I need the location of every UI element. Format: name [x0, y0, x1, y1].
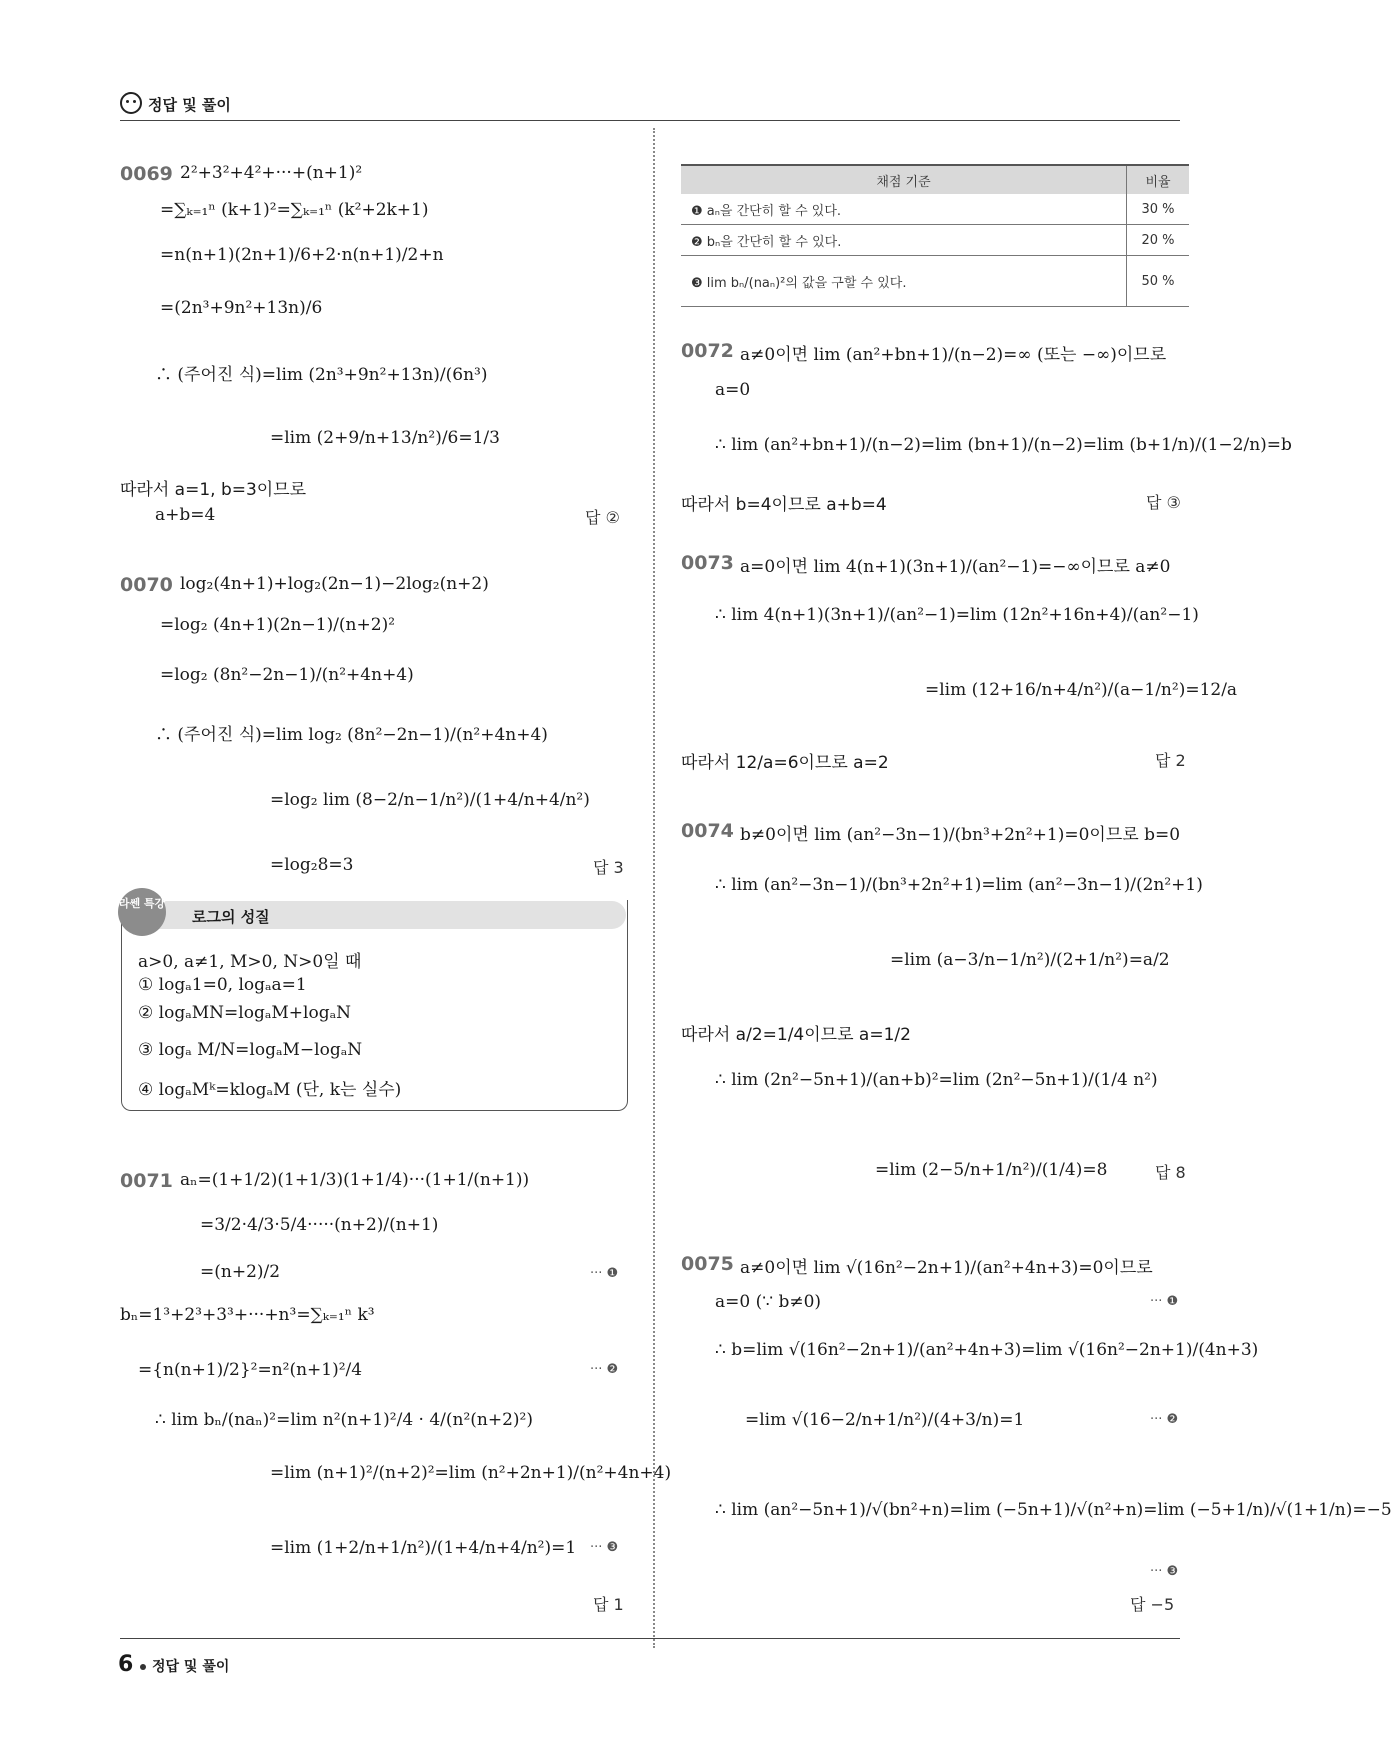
table-cell: ❸ lim bₙ/(naₙ)²의 값을 구할 수 있다. [681, 256, 1127, 307]
table-cell: 50 % [1127, 256, 1190, 307]
tip-line: ② logₐMN=logₐM+logₐN [138, 1003, 352, 1023]
step-marker: ··· ❸ [1150, 1564, 1179, 1579]
table-cell: ❷ bₙ을 간단히 할 수 있다. [681, 225, 1127, 256]
solution-line: =lim (a−3/n−1/n²)/(2+1/n²)=a/2 [890, 950, 1170, 970]
answer-label: 답 3 [593, 858, 624, 877]
problem-number: 0071 [120, 1170, 173, 1192]
header-rule [120, 120, 1180, 121]
table-cell: ❶ aₙ을 간단히 할 수 있다. [681, 194, 1127, 225]
step-marker: ··· ❶ [1150, 1294, 1179, 1309]
answer-label: 답 2 [1155, 751, 1186, 770]
solution-line: =3/2·4/3·5/4·····(n+2)/(n+1) [200, 1215, 439, 1235]
problem-number: 0072 [681, 340, 734, 362]
solution-line: =lim (2+9/n+13/n²)/6=1/3 [270, 428, 500, 448]
problem-number: 0075 [681, 1253, 734, 1275]
tip-line: ④ logₐMᵏ=klogₐM (단, k는 실수) [138, 1080, 402, 1100]
solution-line: a+b=4 [155, 505, 216, 525]
footer-rule [120, 1638, 1180, 1639]
footer-page-number: 6 [118, 1652, 134, 1677]
header-logo-icon [120, 92, 142, 114]
solution-line: =lim (1+2/n+1/n²)/(1+4/n+4/n²)=1 [270, 1538, 577, 1558]
solution-line: =(n+2)/2 [200, 1262, 281, 1282]
solution-line: a=0 (∵ b≠0) [715, 1292, 822, 1312]
step-marker: ··· ❷ [590, 1362, 619, 1377]
solution-line: =log₂ (8n²−2n−1)/(n²+4n+4) [160, 665, 414, 685]
grading-criteria-table [681, 164, 1189, 307]
solution-line: 따라서 12/a=6이므로 a=2 [681, 753, 889, 773]
solution-line: ∴ lim (2n²−5n+1)/(an+b)²=lim (2n²−5n+1)/(1/4 n²) [715, 1070, 1158, 1090]
tip-line: ① logₐ1=0, logₐa=1 [138, 975, 307, 995]
answer-label: 답 ② [585, 508, 620, 527]
tip-line: ③ logₐ M/N=logₐM−logₐN [138, 1040, 363, 1060]
solution-line: =n(n+1)(2n+1)/6+2·n(n+1)/2+n [160, 245, 444, 265]
solution-line: =log₂ (4n+1)(2n−1)/(n+2)² [160, 615, 396, 635]
solution-line: =log₂8=3 [270, 855, 354, 875]
footer-dot-icon [140, 1664, 146, 1670]
solution-line: ={n(n+1)/2}²=n²(n+1)²/4 [138, 1360, 363, 1380]
header-title: 정답 및 풀이 [148, 96, 231, 114]
solution-line: a≠0이면 lim (an²+bn+1)/(n−2)=∞ (또는 −∞)이므로 [740, 345, 1167, 365]
footer-label: 정답 및 풀이 [152, 1659, 230, 1675]
table-header-desc: 채점 기준 [681, 165, 1127, 194]
solution-line: log₂(4n+1)+log₂(2n−1)−2log₂(n+2) [180, 574, 489, 594]
tip-title: 로그의 성질 [192, 908, 270, 926]
tip-badge: 라쎈 특강 [118, 888, 166, 936]
solution-line: ∴ lim (an²+bn+1)/(n−2)=lim (bn+1)/(n−2)=lim (b+1/n)/(1−2/n)=b [715, 435, 1292, 455]
tip-line: a>0, a≠1, M>0, N>0일 때 [138, 952, 362, 972]
solution-line: b≠0이면 lim (an²−3n−1)/(bn³+2n²+1)=0이므로 b=0 [740, 825, 1181, 845]
solution-line: 따라서 a/2=1/4이므로 a=1/2 [681, 1025, 911, 1045]
solution-line: ∴ lim 4(n+1)(3n+1)/(an²−1)=lim (12n²+16n+4)/(an²−1) [715, 605, 1199, 625]
solution-line: =log₂ lim (8−2/n−1/n²)/(1+4/n+4/n²) [270, 790, 590, 810]
solution-line: ∴ (주어진 식)=lim log₂ (8n²−2n−1)/(n²+4n+4) [155, 725, 548, 745]
answer-label: 답 −5 [1130, 1595, 1175, 1614]
step-marker: ··· ❷ [1150, 1412, 1179, 1427]
solution-line: aₙ=(1+1/2)(1+1/3)(1+1/4)···(1+1/(n+1)) [180, 1170, 530, 1190]
table-row [681, 225, 1189, 256]
problem-number: 0074 [681, 820, 734, 842]
problem-number: 0073 [681, 552, 734, 574]
answer-label: 답 1 [593, 1595, 624, 1614]
solution-line: bₙ=1³+2³+3³+···+n³=∑ₖ₌₁ⁿ k³ [120, 1305, 375, 1325]
solution-line: =∑ₖ₌₁ⁿ (k+1)²=∑ₖ₌₁ⁿ (k²+2k+1) [160, 200, 429, 220]
step-marker: ··· ❶ [590, 1266, 619, 1281]
solution-line: =(2n³+9n²+13n)/6 [160, 298, 323, 318]
table-cell: 20 % [1127, 225, 1190, 256]
answer-label: 답 8 [1155, 1163, 1186, 1182]
solution-line: ∴ lim bₙ/(naₙ)²=lim n²(n+1)²/4 · 4/(n²(n+2)²) [155, 1410, 534, 1430]
solution-line: 따라서 b=4이므로 a+b=4 [681, 495, 887, 515]
solution-line: ∴ b=lim √(16n²−2n+1)/(an²+4n+3)=lim √(16n²−2n+1)/(4n+3) [715, 1340, 1259, 1360]
solution-line: 따라서 a=1, b=3이므로 [120, 480, 307, 500]
table-row [681, 194, 1189, 225]
solution-line: 2²+3²+4²+···+(n+1)² [180, 163, 363, 183]
problem-number: 0069 [120, 163, 173, 185]
table-row [681, 256, 1189, 307]
solution-line: a=0 [715, 380, 751, 400]
problem-number: 0070 [120, 574, 173, 596]
solution-line: ∴ (주어진 식)=lim (2n³+9n²+13n)/(6n³) [155, 365, 488, 385]
solution-line: a≠0이면 lim √(16n²−2n+1)/(an²+4n+3)=0이므로 [740, 1258, 1153, 1278]
solution-line: =lim √(16−2/n+1/n²)/(4+3/n)=1 [745, 1410, 1025, 1430]
step-marker: ··· ❸ [590, 1540, 619, 1555]
solution-line: ∴ lim (an²−3n−1)/(bn³+2n²+1)=lim (an²−3n−1)/(2n²+1) [715, 875, 1203, 895]
solution-line: a=0이면 lim 4(n+1)(3n+1)/(an²−1)=−∞이므로 a≠0 [740, 557, 1171, 577]
solution-line: =lim (n+1)²/(n+2)²=lim (n²+2n+1)/(n²+4n+4) [270, 1463, 672, 1483]
table-cell: 30 % [1127, 194, 1190, 225]
column-divider [653, 128, 655, 1648]
solution-line: =lim (2−5/n+1/n²)/(1/4)=8 [875, 1160, 1108, 1180]
solution-line: =lim (12+16/n+4/n²)/(a−1/n²)=12/a [925, 680, 1238, 700]
answer-label: 답 ③ [1146, 493, 1181, 512]
table-header-row [681, 165, 1189, 194]
table-header-pct: 비율 [1127, 165, 1190, 194]
solution-line: ∴ lim (an²−5n+1)/√(bn²+n)=lim (−5n+1)/√(n²+n)=lim (−5+1/n)/√(1+1/n)=−5 [715, 1500, 1392, 1520]
